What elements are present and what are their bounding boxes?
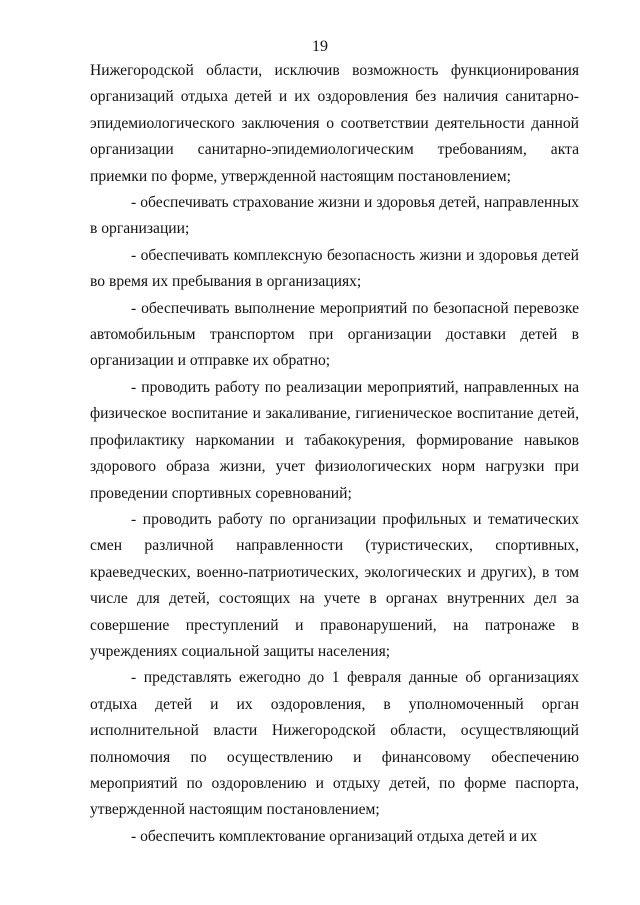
document-body <box>90 58 579 850</box>
paragraph-physical-education: - проводить работу по реализации мероприятий, направленных на физическое воспитание и закаливание, гигиеническое воспитание детей, профилактику наркомании и табакокурения, формирование навыков здорового образа жизни, учет физиологических норм нагрузки при проведении спортивных соревнований; <box>90 378 579 502</box>
page-number: 19 <box>312 38 328 55</box>
paragraph-annual-report: - представлять ежегодно до 1 февраля данные об организациях отдыха детей и их оздоровления, в уполномоченный орган исполнительной власти Нижегородской области, осуществляющий полномочия по осуществлению и финансовому обеспечению мероприятий по оздоровлению и отдыху детей, по форме паспорта, утвержденной настоящим постановлением; <box>90 669 579 819</box>
paragraph-transport: - обеспечивать выполнение мероприятий по безопасной перевозке автомобильным транспортом при организации доставки детей в организации и отправке их обратно; <box>90 299 579 370</box>
paragraph-thematic-shifts: - проводить работу по организации профильных и тематических смен различной направленности (туристических, спортивных, краеведческих, военно-патриотических, экологических и других), в том числе для детей, состоящих на учете в органах внутренних дел за совершение преступлений и правонарушений, на патронаже в учреждениях социальной защиты населения; <box>90 510 579 660</box>
paragraph-insurance: - обеспечивать страхование жизни и здоровья детей, направленных в организации; <box>90 194 579 238</box>
paragraph-safety: - обеспечивать комплексную безопасность жизни и здоровья детей во время их пребывания в организациях; <box>90 246 579 291</box>
paragraph-staffing: - обеспечить комплектование организаций отдыха детей и их <box>131 827 538 845</box>
paragraph-continuation: Нижегородской области, исключив возможность функционирования организаций отдыха детей и их оздоровления без наличия санитарно-эпидемиологического заключения о соответствии деятельности данной организации санитарно-эпидемиологическим требованиям, акта приемки по форме, утвержденной настоящим постановлением; <box>90 62 579 185</box>
